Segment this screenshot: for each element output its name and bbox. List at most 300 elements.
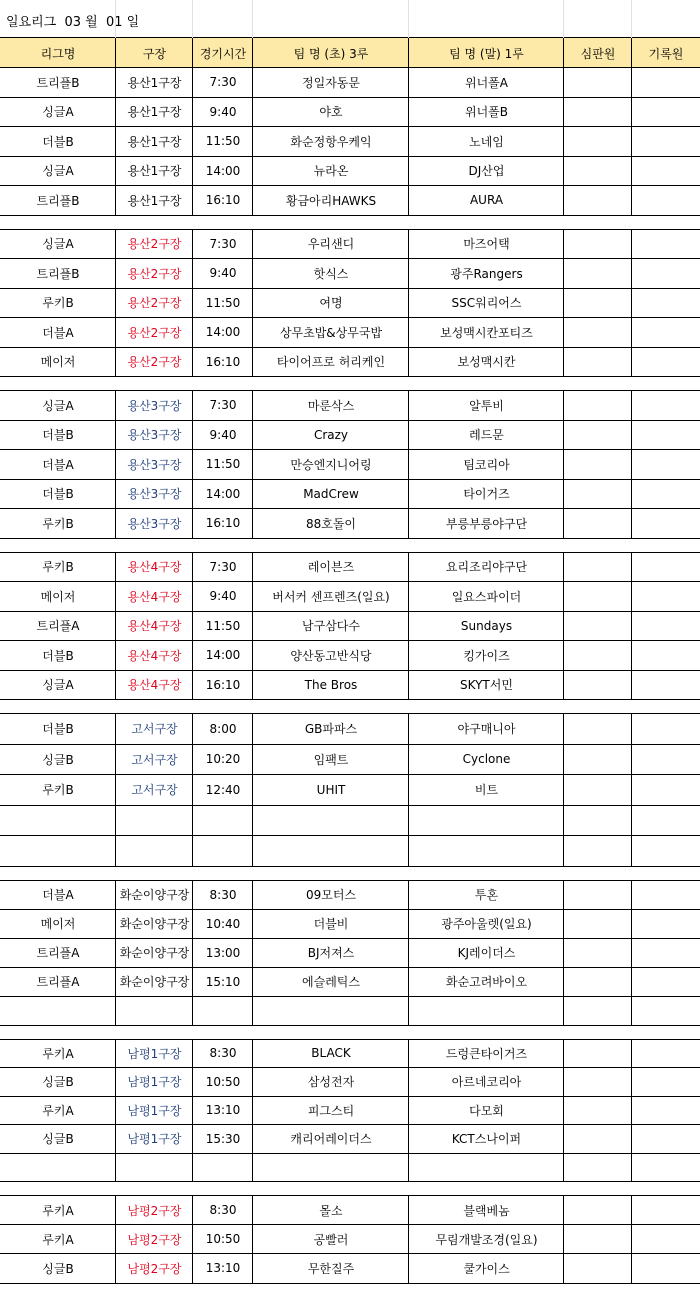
umpire-cell [563,641,632,670]
away-team-cell: AURA [408,186,564,215]
field-cell: 용산2구장 [115,318,193,347]
table-row [0,186,700,216]
time-cell: 16:10 [192,671,253,700]
umpire-cell [563,1040,632,1068]
time-cell: 10:20 [192,745,253,775]
time-cell: 11:50 [192,612,253,641]
home-team-cell: 타이어프로 허리케인 [252,348,409,377]
league-cell: 루키A [42,1046,74,1061]
umpire-cell [563,612,632,641]
home-team-cell: 우리샌디 [252,230,409,259]
umpire-cell [563,1097,632,1125]
header-time: 경기시간 [192,38,253,68]
scorer-cell [631,230,700,259]
scorer-cell [631,806,700,836]
umpire-cell [563,745,632,775]
field-cell: 용산4구장 [115,641,193,670]
away-team-cell: 투혼 [408,881,564,909]
home-team-cell: The Bros [252,671,409,700]
field-cell: 용산2구장 [115,348,193,377]
table-row [0,745,700,776]
umpire-cell [563,230,632,259]
scorer-cell [631,259,700,288]
table-row [0,68,700,98]
table-row [0,391,700,421]
away-team-cell: Cyclone [408,745,564,775]
scorer-cell [631,1040,700,1068]
league-cell: 싱글A [42,678,74,693]
table-row [0,348,700,378]
field-cell: 화순이양구장 [115,910,193,938]
field-cell: 남평1구장 [115,1040,193,1068]
table-row [0,259,700,289]
umpire-cell [563,836,632,866]
away-team-cell: Sundays [408,612,564,641]
away-team-cell: 무림개발조경(일요) [408,1225,564,1253]
umpire-cell [563,186,632,215]
scorer-cell [631,881,700,909]
field-cell: 용산4구장 [115,553,193,582]
league-cell: 트리플B [36,266,80,281]
table-row [0,98,700,128]
grid-line [631,0,632,38]
scorer-cell [631,289,700,318]
field-cell: 남평2구장 [115,1254,193,1282]
home-team-cell [252,806,409,836]
home-team-cell: 여명 [252,289,409,318]
league-cell: 트리플B [36,75,80,90]
home-team-cell: 몰소 [252,1196,409,1224]
umpire-cell [563,391,632,420]
home-team-cell: 정일자동문 [252,68,409,97]
table-row [0,1254,700,1283]
time-cell: 7:30 [192,68,253,97]
field-cell: 용산1구장 [115,157,193,186]
table-row [0,1225,700,1254]
umpire-cell [563,98,632,127]
league-cell: 트리플B [36,193,80,208]
home-team-cell: 만승엔지니어링 [252,450,409,479]
field-cell: 화순이양구장 [115,968,193,996]
away-team-cell: 야구매니아 [408,714,564,744]
grid-line [563,0,564,38]
home-team-cell: 88호돌이 [252,509,409,538]
field-cell: 용산1구장 [115,186,193,215]
home-team-cell: Crazy [252,421,409,450]
field-cell: 용산2구장 [115,289,193,318]
league-cell: 트리플A [36,975,80,989]
table-row [0,1097,700,1126]
time-cell: 11:50 [192,450,253,479]
scorer-cell [631,348,700,377]
away-team-cell [408,997,564,1025]
league-cell: 싱글B [42,1075,74,1090]
home-team-cell: BLACK [252,1040,409,1068]
scorer-cell [631,1097,700,1125]
table-row [0,1068,700,1097]
umpire-cell [563,450,632,479]
time-cell: 12:40 [192,775,253,805]
umpire-cell [563,157,632,186]
scorer-cell [631,910,700,938]
league-cell: 트리플A [36,946,80,960]
scorer-cell [631,1254,700,1282]
time-cell: 7:30 [192,553,253,582]
home-team-cell: BJ저져스 [252,939,409,967]
group-spacer [0,700,700,714]
league-cell [0,997,116,1025]
away-team-cell: KJ레이더스 [408,939,564,967]
away-team-cell: DJ산업 [408,157,564,186]
away-team-cell: 마즈어택 [408,230,564,259]
umpire-cell [563,775,632,805]
time-cell: 16:10 [192,348,253,377]
time-cell [192,806,253,836]
league-cell: 더블B [42,134,74,149]
time-cell: 13:10 [192,1254,253,1282]
field-cell: 화순이양구장 [115,939,193,967]
umpire-cell [563,509,632,538]
group-spacer [0,539,700,553]
away-team-cell: 위너폴B [408,98,564,127]
away-team-cell: 다모회 [408,1097,564,1125]
table-row [0,1125,700,1154]
home-team-cell: 캐리어레이더스 [252,1125,409,1153]
time-cell: 13:00 [192,939,253,967]
table-row [0,641,700,671]
table-row [0,230,700,260]
umpire-cell [563,68,632,97]
table-row [0,450,700,480]
league-cell: 더블A [42,325,74,340]
header-away-team: 팀 명 (말) 1루 [408,38,564,68]
scorer-cell [631,68,700,97]
table-row [0,714,700,745]
group-spacer [0,216,700,230]
away-team-cell: 팀코리아 [408,450,564,479]
time-cell: 11:50 [192,127,253,156]
field-cell: 용산3구장 [115,509,193,538]
field-cell: 용산2구장 [115,259,193,288]
table-row [0,1154,700,1183]
table-row [0,671,700,701]
umpire-cell [563,1154,632,1182]
away-team-cell [408,1154,564,1182]
scorer-cell [631,612,700,641]
time-cell: 9:40 [192,259,253,288]
field-cell [115,806,193,836]
scorer-cell [631,775,700,805]
away-team-cell: 블랙베놈 [408,1196,564,1224]
table-row [0,1040,700,1069]
scorer-cell [631,671,700,700]
league-cell [0,806,116,836]
field-cell: 고서구장 [115,775,193,805]
home-team-cell [252,1154,409,1182]
umpire-cell [563,968,632,996]
home-team-cell: UHIT [252,775,409,805]
league-cell: 루키A [42,1232,74,1247]
field-cell [115,1154,193,1182]
home-team-cell [252,997,409,1025]
table-row [0,553,700,583]
home-team-cell: 상무초밥&상무국밥 [252,318,409,347]
time-cell: 8:30 [192,1040,253,1068]
time-cell: 10:40 [192,910,253,938]
league-cell: 루키B [42,560,74,575]
field-cell: 고서구장 [115,745,193,775]
scorer-cell [631,968,700,996]
time-cell: 8:30 [192,1196,253,1224]
league-cell: 루키B [42,783,74,798]
umpire-cell [563,127,632,156]
away-team-cell: 쿨가이스 [408,1254,564,1282]
away-team-cell: 비트 [408,775,564,805]
table-row [0,997,700,1026]
league-cell: 싱글A [42,237,74,252]
scorer-cell [631,1225,700,1253]
umpire-cell [563,1125,632,1153]
away-team-cell: 레드문 [408,421,564,450]
time-cell: 14:00 [192,157,253,186]
group-spacer [0,1182,700,1196]
home-team-cell: 09모터스 [252,881,409,909]
home-team-cell: 황금아리HAWKS [252,186,409,215]
home-team-cell: 화순정항우케익 [252,127,409,156]
away-team-cell: 드렁큰타이거즈 [408,1040,564,1068]
league-cell: 더블A [42,888,74,902]
table-row [0,480,700,510]
umpire-cell [563,348,632,377]
field-cell: 용산1구장 [115,127,193,156]
home-team-cell: GB파파스 [252,714,409,744]
home-team-cell: 임팩트 [252,745,409,775]
umpire-cell [563,806,632,836]
table-row [0,910,700,939]
field-cell: 용산1구장 [115,98,193,127]
field-cell: 남평2구장 [115,1196,193,1224]
table-row [0,157,700,187]
away-team-cell: 광주아울렛(일요) [408,910,564,938]
group-spacer [0,867,700,881]
table-row [0,881,700,910]
table-row [0,318,700,348]
field-cell: 용산3구장 [115,480,193,509]
league-cell [0,1154,116,1182]
time-cell: 16:10 [192,509,253,538]
time-cell [192,1154,253,1182]
home-team-cell: 공빨러 [252,1225,409,1253]
league-cell: 루키A [42,1103,74,1118]
grid-line [408,0,409,38]
title-row [0,0,700,38]
umpire-cell [563,582,632,611]
time-cell: 15:30 [192,1125,253,1153]
league-cell: 더블A [42,457,74,472]
time-cell: 7:30 [192,230,253,259]
umpire-cell [563,480,632,509]
scorer-cell [631,127,700,156]
home-team-cell: 야호 [252,98,409,127]
away-team-cell: 노네임 [408,127,564,156]
umpire-cell [563,881,632,909]
league-cell: 싱글A [42,105,74,120]
field-cell: 용산4구장 [115,582,193,611]
table-row [0,582,700,612]
time-cell: 9:40 [192,582,253,611]
time-cell: 10:50 [192,1225,253,1253]
time-cell [192,836,253,866]
scorer-cell [631,939,700,967]
home-team-cell: 남구삼다수 [252,612,409,641]
field-cell: 용산4구장 [115,671,193,700]
time-cell: 10:50 [192,1068,253,1096]
time-cell: 15:10 [192,968,253,996]
scorer-cell [631,836,700,866]
table-row [0,421,700,451]
grid-line [115,0,116,38]
header-scorer: 기록원 [631,38,700,68]
umpire-cell [563,1254,632,1282]
field-cell: 용산3구장 [115,450,193,479]
scorer-cell [631,98,700,127]
home-team-cell [252,836,409,866]
field-cell: 화순이양구장 [115,881,193,909]
league-cell: 더블B [42,428,74,443]
time-cell: 8:00 [192,714,253,744]
group-spacer [0,1026,700,1040]
scorer-cell [631,582,700,611]
league-cell: 싱글A [42,164,74,179]
scorer-cell [631,421,700,450]
umpire-cell [563,671,632,700]
league-cell: 루키B [42,296,74,311]
table-header [0,38,700,68]
umpire-cell [563,318,632,347]
umpire-cell [563,1225,632,1253]
field-cell [115,997,193,1025]
page-title: 일요리그 03 월 01 일 [6,15,140,30]
field-cell: 용산2구장 [115,230,193,259]
table-row [0,806,700,837]
field-cell [115,836,193,866]
away-team-cell: 화순고려바이오 [408,968,564,996]
home-team-cell: 더블비 [252,910,409,938]
away-team-cell: 일요스파이더 [408,582,564,611]
league-cell: 더블B [42,648,74,663]
home-team-cell: 뉴라온 [252,157,409,186]
league-cell: 루키A [42,1203,74,1218]
table-row [0,509,700,539]
table-row [0,612,700,642]
schedule-table [0,68,700,1300]
league-cell: 싱글A [42,398,74,413]
home-team-cell: 레이븐즈 [252,553,409,582]
table-row [0,775,700,806]
field-cell: 용산3구장 [115,391,193,420]
umpire-cell [563,939,632,967]
time-cell: 8:30 [192,881,253,909]
time-cell: 16:10 [192,186,253,215]
away-team-cell [408,806,564,836]
scorer-cell [631,157,700,186]
header-home-team: 팀 명 (초) 3루 [252,38,409,68]
league-cell: 싱글B [42,1261,74,1276]
time-cell [192,997,253,1025]
home-team-cell: 피그스티 [252,1097,409,1125]
scorer-cell [631,714,700,744]
time-cell: 14:00 [192,480,253,509]
time-cell: 14:00 [192,641,253,670]
time-cell: 13:10 [192,1097,253,1125]
scorer-cell [631,641,700,670]
league-cell: 트리플A [36,619,80,634]
away-team-cell: 위너폴A [408,68,564,97]
away-team-cell [408,836,564,866]
umpire-cell [563,421,632,450]
home-team-cell: 버서커 센프렌즈(일요) [252,582,409,611]
time-cell: 14:00 [192,318,253,347]
away-team-cell: 요리조리야구단 [408,553,564,582]
league-cell: 메이저 [40,917,76,931]
scorer-cell [631,391,700,420]
umpire-cell [563,910,632,938]
umpire-cell [563,289,632,318]
league-cell: 더블B [42,722,74,737]
league-cell: 루키B [42,516,74,531]
home-team-cell: 핫식스 [252,259,409,288]
away-team-cell: 보성맥시칸 [408,348,564,377]
away-team-cell: KCT스나이퍼 [408,1125,564,1153]
league-cell: 싱글B [42,752,74,767]
time-cell: 9:40 [192,421,253,450]
scorer-cell [631,997,700,1025]
group-spacer [0,377,700,391]
scorer-cell [631,553,700,582]
table-row [0,968,700,997]
grid-line [192,0,193,38]
field-cell: 남평1구장 [115,1125,193,1153]
time-cell: 7:30 [192,391,253,420]
away-team-cell: SKYT서민 [408,671,564,700]
scorer-cell [631,1154,700,1182]
header-league: 리그명 [40,46,76,61]
umpire-cell [563,714,632,744]
league-cell: 싱글B [42,1132,74,1147]
away-team-cell: 부릉부릉야구단 [408,509,564,538]
time-cell: 11:50 [192,289,253,318]
table-row [0,939,700,968]
home-team-cell: MadCrew [252,480,409,509]
field-cell: 남평1구장 [115,1068,193,1096]
home-team-cell: 양산동고반식당 [252,641,409,670]
scorer-cell [631,186,700,215]
field-cell: 용산1구장 [115,68,193,97]
league-cell: 더블B [42,487,74,502]
scorer-cell [631,318,700,347]
home-team-cell: 마룬삭스 [252,391,409,420]
time-cell: 9:40 [192,98,253,127]
header-umpire: 심판원 [563,38,632,68]
home-team-cell: 무한질주 [252,1254,409,1282]
away-team-cell: 타이거즈 [408,480,564,509]
home-team-cell: 에슬레틱스 [252,968,409,996]
field-cell: 용산3구장 [115,421,193,450]
away-team-cell: 아르네코리아 [408,1068,564,1096]
table-row [0,289,700,319]
umpire-cell [563,553,632,582]
field-cell: 남평2구장 [115,1225,193,1253]
